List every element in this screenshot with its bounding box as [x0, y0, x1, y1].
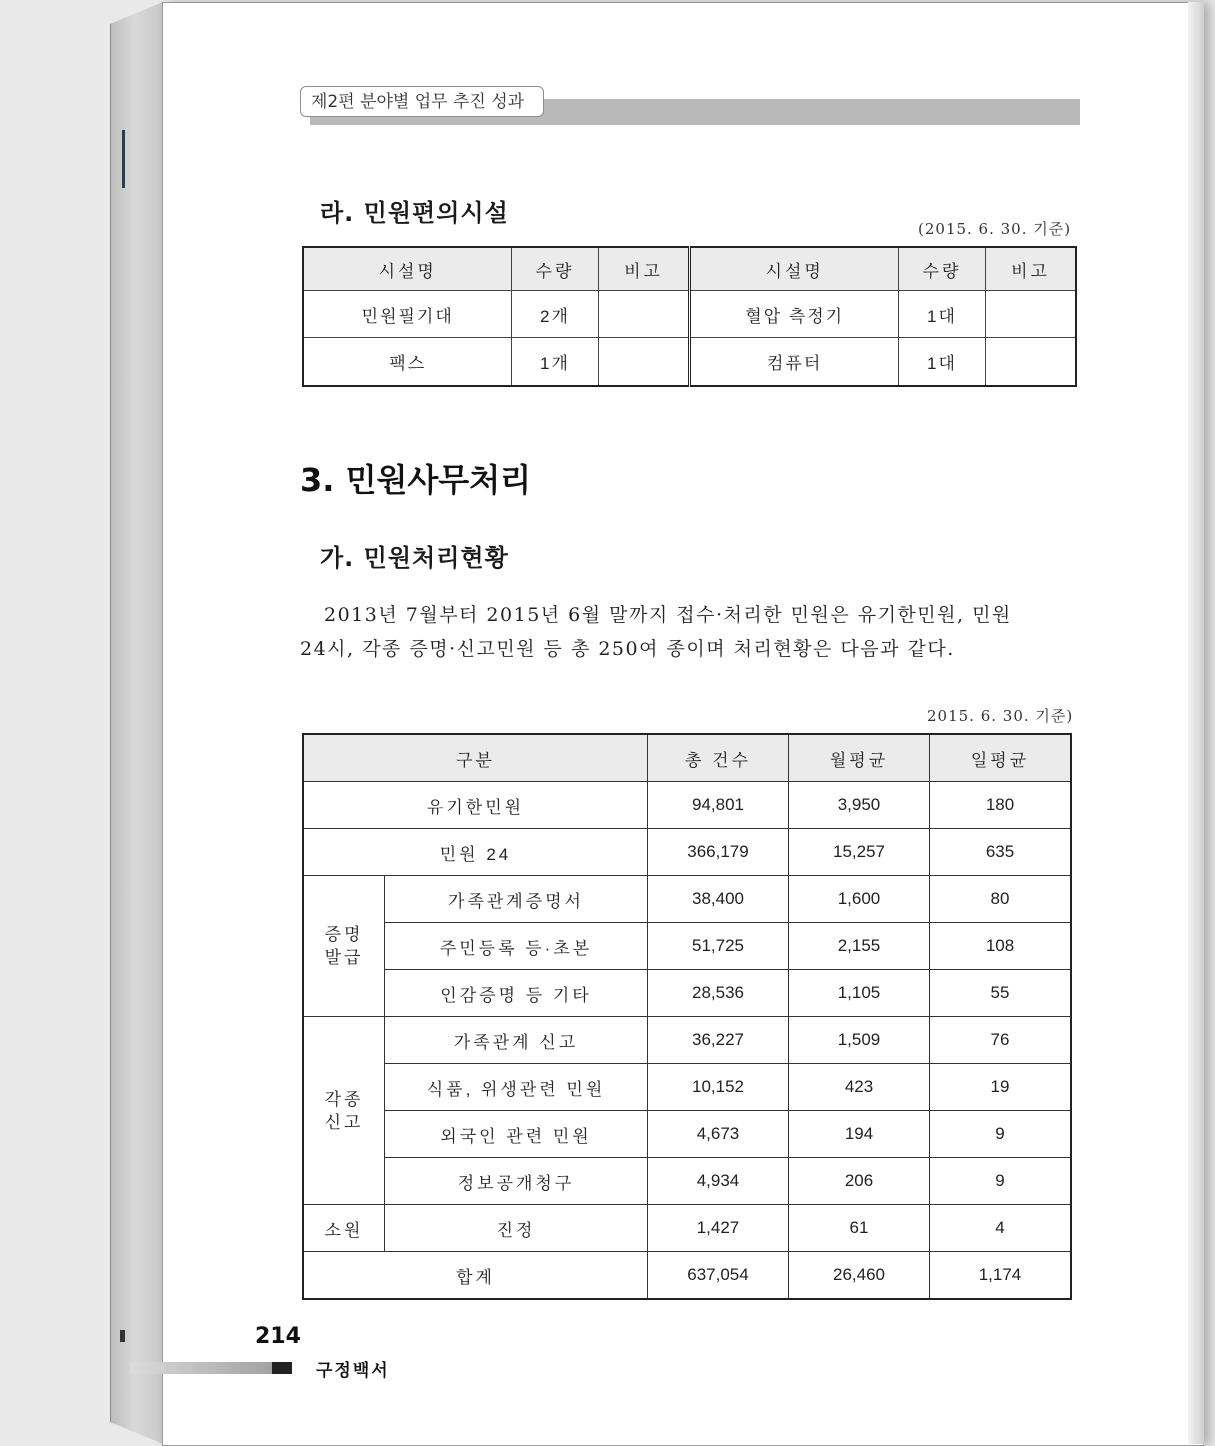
table-cell: 36,227 — [648, 1017, 789, 1064]
row-label: 유기한민원 — [303, 782, 648, 829]
col-header: 수량 — [512, 247, 598, 291]
table-cell: 15,257 — [789, 829, 930, 876]
row-label: 합계 — [303, 1252, 648, 1300]
table-cell: 2개 — [512, 291, 598, 338]
table-row — [303, 1111, 1071, 1158]
table-header-row — [303, 247, 1076, 291]
table-cell: 51,725 — [648, 923, 789, 970]
col-header: 총 건수 — [648, 734, 789, 782]
table-cell: 80 — [930, 876, 1072, 923]
paragraph-line: 24시, 각종 증명·신고민원 등 총 250여 종이며 처리현황은 다음과 같다. — [300, 638, 955, 660]
row-label: 정보공개청구 — [385, 1158, 648, 1205]
col-header: 비고 — [985, 247, 1076, 291]
table-cell: 3,950 — [789, 782, 930, 829]
table-cell: 1,174 — [930, 1252, 1072, 1300]
book-spine — [110, 2, 163, 1444]
row-label: 외국인 관련 민원 — [385, 1111, 648, 1158]
table-cell: 194 — [789, 1111, 930, 1158]
table-cell: 637,054 — [648, 1252, 789, 1300]
paragraph-line: 2013년 7월부터 2015년 6월 말까지 접수·처리한 민원은 유기한민원, 민원 — [324, 604, 1012, 626]
col-header: 수량 — [898, 247, 985, 291]
table-cell: 108 — [930, 923, 1072, 970]
table-cell: 10,152 — [648, 1064, 789, 1111]
table-cell: 4 — [930, 1205, 1072, 1252]
table-cell: 38,400 — [648, 876, 789, 923]
spine-marker — [122, 130, 125, 188]
table-cell: 9 — [930, 1111, 1072, 1158]
section-subheading: 가. 민원처리현황 — [320, 544, 509, 572]
page-edge-shade — [1188, 2, 1204, 1444]
table-row — [303, 970, 1071, 1017]
group-label: 증명 발급 — [303, 876, 385, 1017]
row-label: 진정 — [385, 1205, 648, 1252]
section-title: 3. 민원사무처리 — [300, 461, 532, 499]
table-cell: 컴퓨터 — [690, 338, 898, 387]
page-number: 214 — [255, 1324, 301, 1349]
table-cell: 26,460 — [789, 1252, 930, 1300]
table-row — [303, 1017, 1071, 1064]
facilities-table — [302, 246, 1077, 387]
table-cell: 1,427 — [648, 1205, 789, 1252]
col-header: 시설명 — [303, 247, 512, 291]
table-cell: 4,934 — [648, 1158, 789, 1205]
table-cell: 1,509 — [789, 1017, 930, 1064]
footer-bar — [130, 1362, 290, 1374]
table-cell: 1대 — [898, 291, 985, 338]
table-row — [303, 1064, 1071, 1111]
table-row-total — [303, 1252, 1071, 1300]
table-cell: 635 — [930, 829, 1072, 876]
row-label: 식품, 위생관련 민원 — [385, 1064, 648, 1111]
table-row — [303, 1205, 1071, 1252]
col-header: 비고 — [598, 247, 690, 291]
group-label: 소원 — [303, 1205, 385, 1252]
table-cell: 민원필기대 — [303, 291, 512, 338]
table-cell: 4,673 — [648, 1111, 789, 1158]
table-cell: 혈압 측정기 — [690, 291, 898, 338]
table-row — [303, 291, 1076, 338]
table-cell: 28,536 — [648, 970, 789, 1017]
table-cell: 61 — [789, 1205, 930, 1252]
table-row — [303, 1158, 1071, 1205]
facilities-as-of: (2015. 6. 30. 기준) — [918, 220, 1072, 238]
table-cell: 9 — [930, 1158, 1072, 1205]
table-cell: 19 — [930, 1064, 1072, 1111]
table-cell: 180 — [930, 782, 1072, 829]
body-paragraph — [300, 598, 1076, 666]
row-label: 인감증명 등 기타 — [385, 970, 648, 1017]
col-header: 시설명 — [690, 247, 898, 291]
section-tab: 제2편 분야별 업무 추진 성과 — [300, 86, 544, 117]
table-cell: 1대 — [898, 338, 985, 387]
row-label: 민원 24 — [303, 829, 648, 876]
table-cell: 팩스 — [303, 338, 512, 387]
group-label: 각종 신고 — [303, 1017, 385, 1205]
table-cell: 94,801 — [648, 782, 789, 829]
table-cell — [598, 338, 690, 387]
table-cell: 55 — [930, 970, 1072, 1017]
col-header: 월평균 — [789, 734, 930, 782]
table-cell: 76 — [930, 1017, 1072, 1064]
table-row — [303, 829, 1071, 876]
table-cell: 1,105 — [789, 970, 930, 1017]
facilities-heading: 라. 민원편의시설 — [320, 199, 509, 227]
table-cell — [598, 291, 690, 338]
stats-table — [302, 733, 1072, 1300]
table-row — [303, 876, 1071, 923]
table-row — [303, 338, 1076, 387]
table-cell: 206 — [789, 1158, 930, 1205]
table-row — [303, 782, 1071, 829]
table-cell: 1,600 — [789, 876, 930, 923]
table-cell: 423 — [789, 1064, 930, 1111]
col-header: 일평균 — [930, 734, 1072, 782]
table-header-row — [303, 734, 1071, 782]
col-header: 구분 — [303, 734, 648, 782]
table-cell: 2,155 — [789, 923, 930, 970]
stats-as-of: 2015. 6. 30. 기준) — [927, 707, 1074, 725]
spine-marker-bottom — [120, 1330, 125, 1342]
book-title: 구정백서 — [316, 1361, 390, 1381]
table-cell: 1개 — [512, 338, 598, 387]
row-label: 가족관계 신고 — [385, 1017, 648, 1064]
row-label: 주민등록 등·초본 — [385, 923, 648, 970]
table-cell — [985, 338, 1076, 387]
footer-bar-accent — [272, 1362, 292, 1374]
table-cell: 366,179 — [648, 829, 789, 876]
row-label: 가족관계증명서 — [385, 876, 648, 923]
table-cell — [985, 291, 1076, 338]
table-row — [303, 923, 1071, 970]
